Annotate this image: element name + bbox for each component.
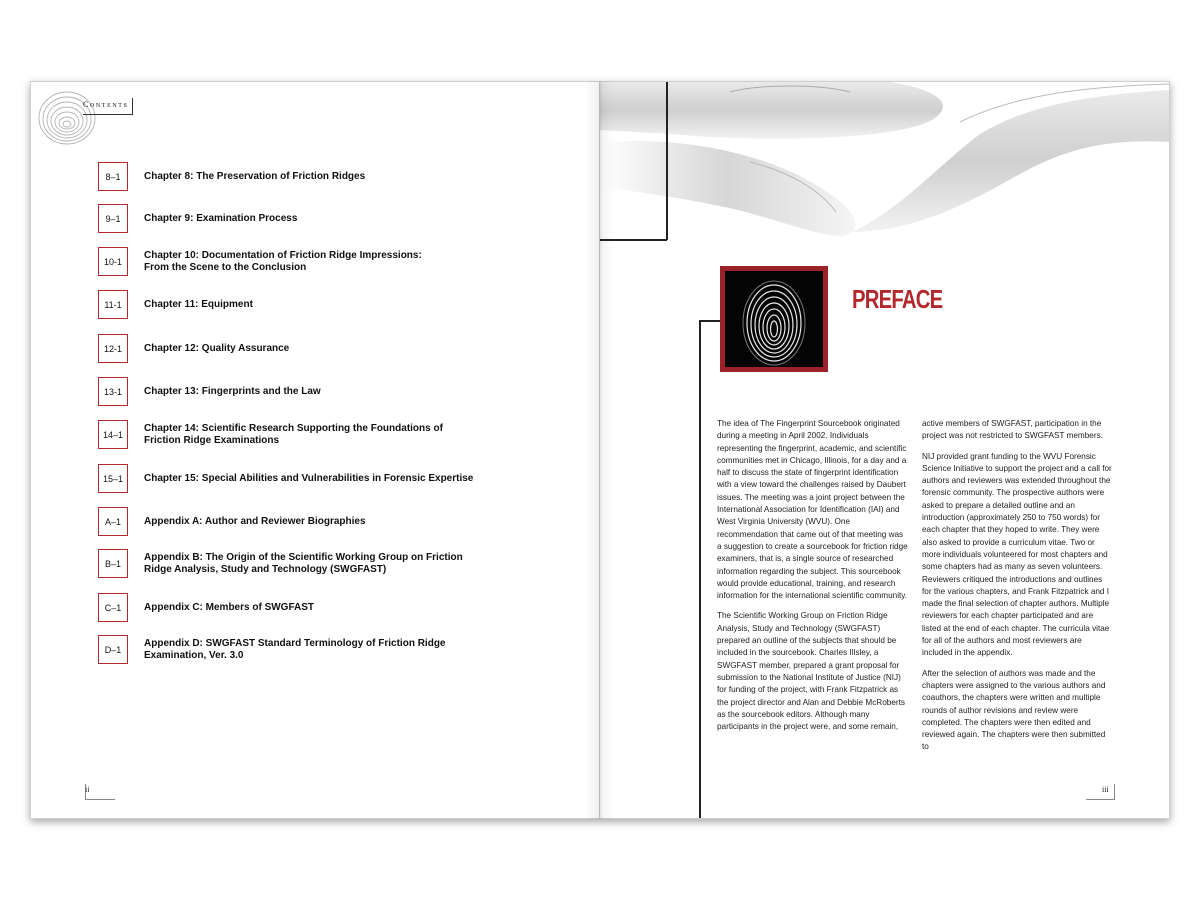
guide-line: [699, 320, 721, 322]
folio-rule-underline: [85, 799, 115, 800]
toc-title: Chapter 8: The Preservation of Friction Ridges: [144, 170, 366, 182]
folio-rule-underline: [1086, 799, 1115, 800]
toc-page-number: 13-1: [98, 377, 128, 406]
guide-line-vertical: [699, 320, 701, 819]
toc-entry[interactable]: [98, 204, 504, 233]
toc-title: Appendix D: SWGFAST Standard Terminology of Friction Ridge Examination, Ver. 3.0: [144, 637, 446, 661]
toc-page-number: A–1: [98, 507, 128, 536]
toc-page-number: 14–1: [98, 420, 128, 449]
paragraph: NIJ provided grant funding to the WVU Forensic Science Initiative to support the project and a call for authors and reviewers was extended throughout the forensic community. The prospective authors were asked to prepare a detailed outline and an introduction (approximately 250 to 750 words) for each chapter that they hoped to write. They were also asked to provide a curriculum vitae. Two or more individuals volunteered for most chapters and some chapters had as many as seven volunteers. Reviewers critiqued the introductions and outlines for the various chapters, and Frank Fitzpatrick and I made the final selection of chapter authors. Multiple reviewers for each chapter participated and are listed at the end of each chapter. The curricula vitae for all of the authors and most reviewers are included in the appendix.: [922, 451, 1112, 658]
contents-rule: [132, 98, 133, 114]
preface-column-1: [717, 418, 908, 741]
paragraph: The Scientific Working Group on Friction Ridge Analysis, Study and Technology (SWGFAST) prepared an outline of the subjects that should be included in the sourcebook. Charles Illsley, a SWGFAST member, prepared a grant proposal for submission to the National Institute of Justice (NIJ) for funding of the project, with Frank Fitzpatrick as the project director and Alan and Debbie McRoberts as the sourcebook editors. Although many participants in the project were, and some remain,: [717, 611, 905, 732]
toc-entry[interactable]: [98, 377, 504, 406]
hand-photo-icon: [600, 82, 1170, 302]
paragraph: The idea of The Fingerprint Sourcebook originated during a meeting in April 2002. Individuals representing the fingerprint, academic, and scientific communities met in Chicago, Illinois, for a day and a half to discuss the state of fingerprint identification with a view toward the challenges raised by Daubert issues. The meeting was a joint project between the International Association for Identification (IAI) and West Virginia University (WVU). One recommendation that came out of that meeting was a suggestion to create a sourcebook for friction ridge examiners, that is, a single source of researched information regarding the subject. This sourcebook would provide educational, training, and research information for the international scientific community.: [717, 419, 908, 601]
toc-page-number: C–1: [98, 593, 128, 622]
fingerprint-smudge-icon: [33, 84, 113, 160]
frame-line-bottom: [600, 239, 667, 241]
toc-entry[interactable]: [98, 635, 504, 664]
toc-page-number: 8–1: [98, 162, 128, 191]
toc-title: Chapter 11: Equipment: [144, 298, 253, 310]
toc-title: Chapter 14: Scientific Research Supporting the Foundations of Friction Ridge Examinations: [144, 422, 443, 446]
page-number-right: iii: [1102, 785, 1109, 794]
toc-page-number: D–1: [98, 635, 128, 664]
toc-entry[interactable]: [98, 334, 504, 363]
toc-title: Chapter 10: Documentation of Friction Ridge Impressions: From the Scene to the Conclusion: [144, 249, 422, 273]
toc-entry[interactable]: [98, 247, 504, 276]
toc-entry[interactable]: [98, 549, 504, 578]
toc-title: Chapter 15: Special Abilities and Vulnerabilities in Forensic Expertise: [144, 472, 474, 484]
paragraph: After the selection of authors was made and the chapters were assigned to the various authors and coauthors, the chapters were written and multiple rounds of author revisions and review were completed. The chapters were then edited and reviewed again. The chapters were then submitted to: [922, 668, 1106, 752]
toc-entry[interactable]: [98, 420, 504, 449]
toc-entry[interactable]: [98, 593, 504, 622]
toc-title: Appendix C: Members of SWGFAST: [144, 601, 315, 613]
toc-title: Appendix B: The Origin of the Scientific Working Group on Friction Ridge Analysis, Study and Technology (SWGFAST): [144, 551, 463, 575]
frame-line: [666, 82, 668, 240]
toc-title: Chapter 12: Quality Assurance: [144, 342, 290, 354]
folio-rule: [1114, 784, 1115, 799]
page-number-left: ii: [85, 785, 90, 794]
toc-page-number: 9–1: [98, 204, 128, 233]
toc-title: Chapter 9: Examination Process: [144, 212, 298, 224]
toc-title: Chapter 13: Fingerprints and the Law: [144, 385, 321, 397]
contents-page: [30, 81, 600, 819]
contents-label: Contents: [83, 100, 129, 109]
toc-title: Appendix A: Author and Reviewer Biographies: [144, 515, 366, 527]
toc-page-number: 12-1: [98, 334, 128, 363]
paragraph: active members of SWGFAST, participation in the project was not restricted to SWGFAST members.: [922, 419, 1103, 441]
toc-page-number: 10-1: [98, 247, 128, 276]
page-title: PREFACE: [852, 284, 943, 314]
toc-entry[interactable]: [98, 290, 504, 319]
toc-page-number: 11-1: [98, 290, 128, 319]
toc-entry[interactable]: [98, 162, 504, 191]
toc-page-number: B–1: [98, 549, 128, 578]
toc-entry[interactable]: [98, 507, 504, 536]
toc-page-number: 15–1: [98, 464, 128, 493]
fingerprint-icon: [725, 271, 823, 367]
fingerprint-photo: [720, 266, 828, 372]
toc-entry[interactable]: [98, 464, 504, 493]
book-spread: [30, 81, 1170, 819]
contents-rule-underline: [83, 114, 133, 115]
preface-column-2: [922, 418, 1113, 762]
preface-page: [600, 81, 1170, 819]
